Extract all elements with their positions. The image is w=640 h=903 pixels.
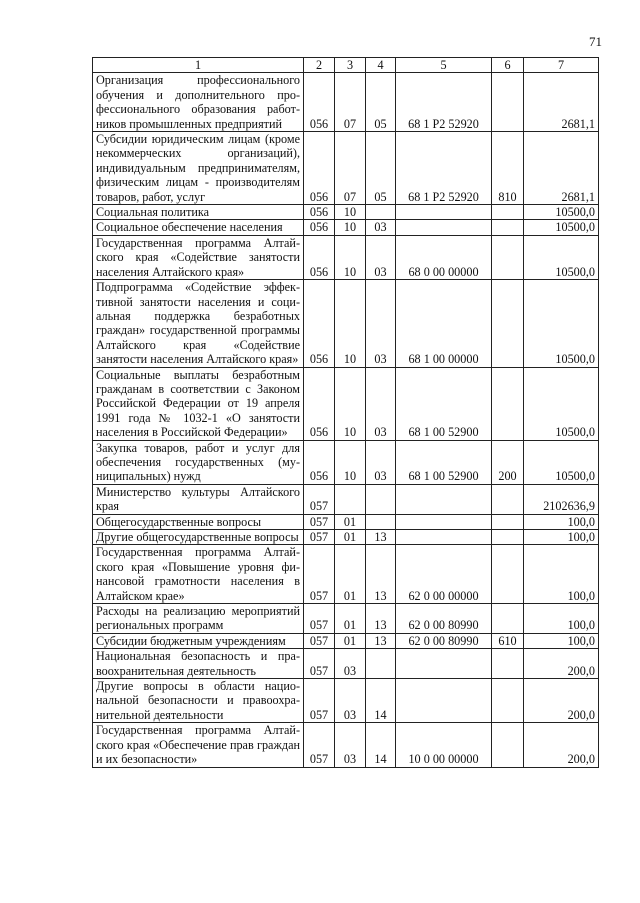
section-code: 01	[335, 530, 366, 545]
row-description: Национальная безопасность и правоохранительная деятельность	[93, 649, 304, 679]
ministry-code: 057	[304, 604, 335, 634]
target-article-code: 62 0 00 00000	[396, 545, 492, 604]
row-description: Другие вопросы в области национальной безопасности и правоохранительной деятельности	[93, 679, 304, 723]
budget-table	[92, 57, 599, 768]
table-row	[93, 205, 599, 220]
section-code: 03	[335, 649, 366, 679]
subsection-code: 13	[366, 530, 396, 545]
target-article-code	[396, 514, 492, 529]
expense-type-code	[492, 649, 524, 679]
ministry-code: 056	[304, 132, 335, 205]
section-code: 10	[335, 220, 366, 235]
subsection-code: 03	[366, 440, 396, 484]
target-article-code: 62 0 00 80990	[396, 604, 492, 634]
target-article-code	[396, 649, 492, 679]
ministry-code: 057	[304, 633, 335, 648]
row-description: Общегосударственные вопросы	[93, 514, 304, 529]
expense-type-code	[492, 679, 524, 723]
section-code: 01	[335, 604, 366, 634]
ministry-code: 057	[304, 679, 335, 723]
expense-type-code: 810	[492, 132, 524, 205]
amount: 10500,0	[524, 220, 599, 235]
amount: 100,0	[524, 633, 599, 648]
row-description: Закупка товаров, работ и услуг для обеспечения государственных (муниципальных) нужд	[93, 440, 304, 484]
subsection-code: 13	[366, 633, 396, 648]
page-number: 71	[589, 34, 602, 49]
column-header: 6	[492, 58, 524, 73]
table-row	[93, 132, 599, 205]
section-code: 07	[335, 73, 366, 132]
subsection-code: 05	[366, 132, 396, 205]
target-article-code	[396, 484, 492, 514]
section-code: 03	[335, 723, 366, 767]
section-code: 01	[335, 633, 366, 648]
subsection-code	[366, 484, 396, 514]
expense-type-code	[492, 514, 524, 529]
table-header-row	[93, 58, 599, 73]
expense-type-code: 610	[492, 633, 524, 648]
target-article-code	[396, 220, 492, 235]
table-row	[93, 367, 599, 440]
column-header: 4	[366, 58, 396, 73]
column-header: 2	[304, 58, 335, 73]
table-row	[93, 679, 599, 723]
expense-type-code	[492, 530, 524, 545]
expense-type-code	[492, 484, 524, 514]
section-code: 10	[335, 280, 366, 367]
expense-type-code	[492, 235, 524, 279]
expense-type-code	[492, 73, 524, 132]
amount: 2681,1	[524, 132, 599, 205]
row-description: Другие общегосударственные вопросы	[93, 530, 304, 545]
amount: 10500,0	[524, 440, 599, 484]
ministry-code: 057	[304, 484, 335, 514]
row-description: Государственная программа Алтайского края «Повышение уровня финансовой грамотности населения в Алтайском крае»	[93, 545, 304, 604]
target-article-code	[396, 679, 492, 723]
ministry-code: 056	[304, 235, 335, 279]
ministry-code: 057	[304, 514, 335, 529]
target-article-code	[396, 205, 492, 220]
section-code: 03	[335, 679, 366, 723]
amount: 200,0	[524, 723, 599, 767]
expense-type-code: 200	[492, 440, 524, 484]
table-row	[93, 514, 599, 529]
section-code: 01	[335, 545, 366, 604]
row-description: Подпрограмма «Содействие эффективной занятости населения и социальная поддержка безработных граждан» государственной программы Алтайского края «Содействие занятости населения Алтайского края»	[93, 280, 304, 367]
table-row	[93, 280, 599, 367]
subsection-code: 03	[366, 220, 396, 235]
table-row	[93, 649, 599, 679]
target-article-code: 68 1 00 52900	[396, 367, 492, 440]
amount: 200,0	[524, 649, 599, 679]
target-article-code: 68 1 Р2 52920	[396, 73, 492, 132]
section-code	[335, 484, 366, 514]
table-row	[93, 484, 599, 514]
target-article-code: 68 1 00 00000	[396, 280, 492, 367]
expense-type-code	[492, 205, 524, 220]
row-description: Социальное обеспечение населения	[93, 220, 304, 235]
subsection-code: 13	[366, 604, 396, 634]
ministry-code: 056	[304, 440, 335, 484]
amount: 200,0	[524, 679, 599, 723]
row-description: Социальные выплаты безработным гражданам в соответствии с Законом Российской Федерации от 19 апреля 1991 года № 1032-1 «О занятости населения в Российской Федерации»	[93, 367, 304, 440]
amount: 10500,0	[524, 367, 599, 440]
target-article-code: 62 0 00 80990	[396, 633, 492, 648]
amount: 100,0	[524, 604, 599, 634]
ministry-code: 057	[304, 545, 335, 604]
table-row	[93, 73, 599, 132]
column-header: 5	[396, 58, 492, 73]
row-description: Организация профессионального обучения и дополнительного профессионального образования работников промышленных предприятий	[93, 73, 304, 132]
section-code: 10	[335, 205, 366, 220]
row-description: Субсидии бюджетным учреждениям	[93, 633, 304, 648]
table-row	[93, 604, 599, 634]
ministry-code: 057	[304, 723, 335, 767]
expense-type-code	[492, 367, 524, 440]
expense-type-code	[492, 545, 524, 604]
ministry-code: 057	[304, 649, 335, 679]
subsection-code: 05	[366, 73, 396, 132]
subsection-code	[366, 514, 396, 529]
subsection-code: 14	[366, 723, 396, 767]
ministry-code: 056	[304, 220, 335, 235]
table-row	[93, 545, 599, 604]
subsection-code	[366, 649, 396, 679]
expense-type-code	[492, 280, 524, 367]
amount: 100,0	[524, 530, 599, 545]
section-code: 07	[335, 132, 366, 205]
subsection-code: 03	[366, 367, 396, 440]
subsection-code: 14	[366, 679, 396, 723]
subsection-code: 03	[366, 280, 396, 367]
table-row	[93, 723, 599, 767]
amount: 2681,1	[524, 73, 599, 132]
subsection-code	[366, 205, 396, 220]
column-header: 7	[524, 58, 599, 73]
row-description: Министерство культуры Алтайского края	[93, 484, 304, 514]
table-row	[93, 235, 599, 279]
target-article-code: 68 1 Р2 52920	[396, 132, 492, 205]
expense-type-code	[492, 723, 524, 767]
ministry-code: 056	[304, 205, 335, 220]
amount: 10500,0	[524, 235, 599, 279]
subsection-code: 13	[366, 545, 396, 604]
amount: 10500,0	[524, 280, 599, 367]
ministry-code: 056	[304, 280, 335, 367]
table-row	[93, 440, 599, 484]
ministry-code: 056	[304, 73, 335, 132]
subsection-code: 03	[366, 235, 396, 279]
section-code: 10	[335, 440, 366, 484]
row-description: Государственная программа Алтайского края «Обеспечение прав граждан и их безопасности»	[93, 723, 304, 767]
target-article-code	[396, 530, 492, 545]
column-header: 1	[93, 58, 304, 73]
amount: 2102636,9	[524, 484, 599, 514]
table-body	[93, 73, 599, 767]
row-description: Расходы на реализацию мероприятий региональных программ	[93, 604, 304, 634]
expense-type-code	[492, 604, 524, 634]
target-article-code: 10 0 00 00000	[396, 723, 492, 767]
section-code: 10	[335, 235, 366, 279]
ministry-code: 056	[304, 367, 335, 440]
table-row	[93, 220, 599, 235]
ministry-code: 057	[304, 530, 335, 545]
table-row	[93, 530, 599, 545]
column-header: 3	[335, 58, 366, 73]
section-code: 10	[335, 367, 366, 440]
table-row	[93, 633, 599, 648]
section-code: 01	[335, 514, 366, 529]
amount: 100,0	[524, 545, 599, 604]
row-description: Социальная политика	[93, 205, 304, 220]
amount: 100,0	[524, 514, 599, 529]
row-description: Субсидии юридическим лицам (кроме некоммерческих организаций), индивидуальным предпринимателям, физическим лицам - производителям товаров, работ, услуг	[93, 132, 304, 205]
amount: 10500,0	[524, 205, 599, 220]
target-article-code: 68 0 00 00000	[396, 235, 492, 279]
expense-type-code	[492, 220, 524, 235]
target-article-code: 68 1 00 52900	[396, 440, 492, 484]
row-description: Государственная программа Алтайского края «Содействие занятости населения Алтайского края»	[93, 235, 304, 279]
